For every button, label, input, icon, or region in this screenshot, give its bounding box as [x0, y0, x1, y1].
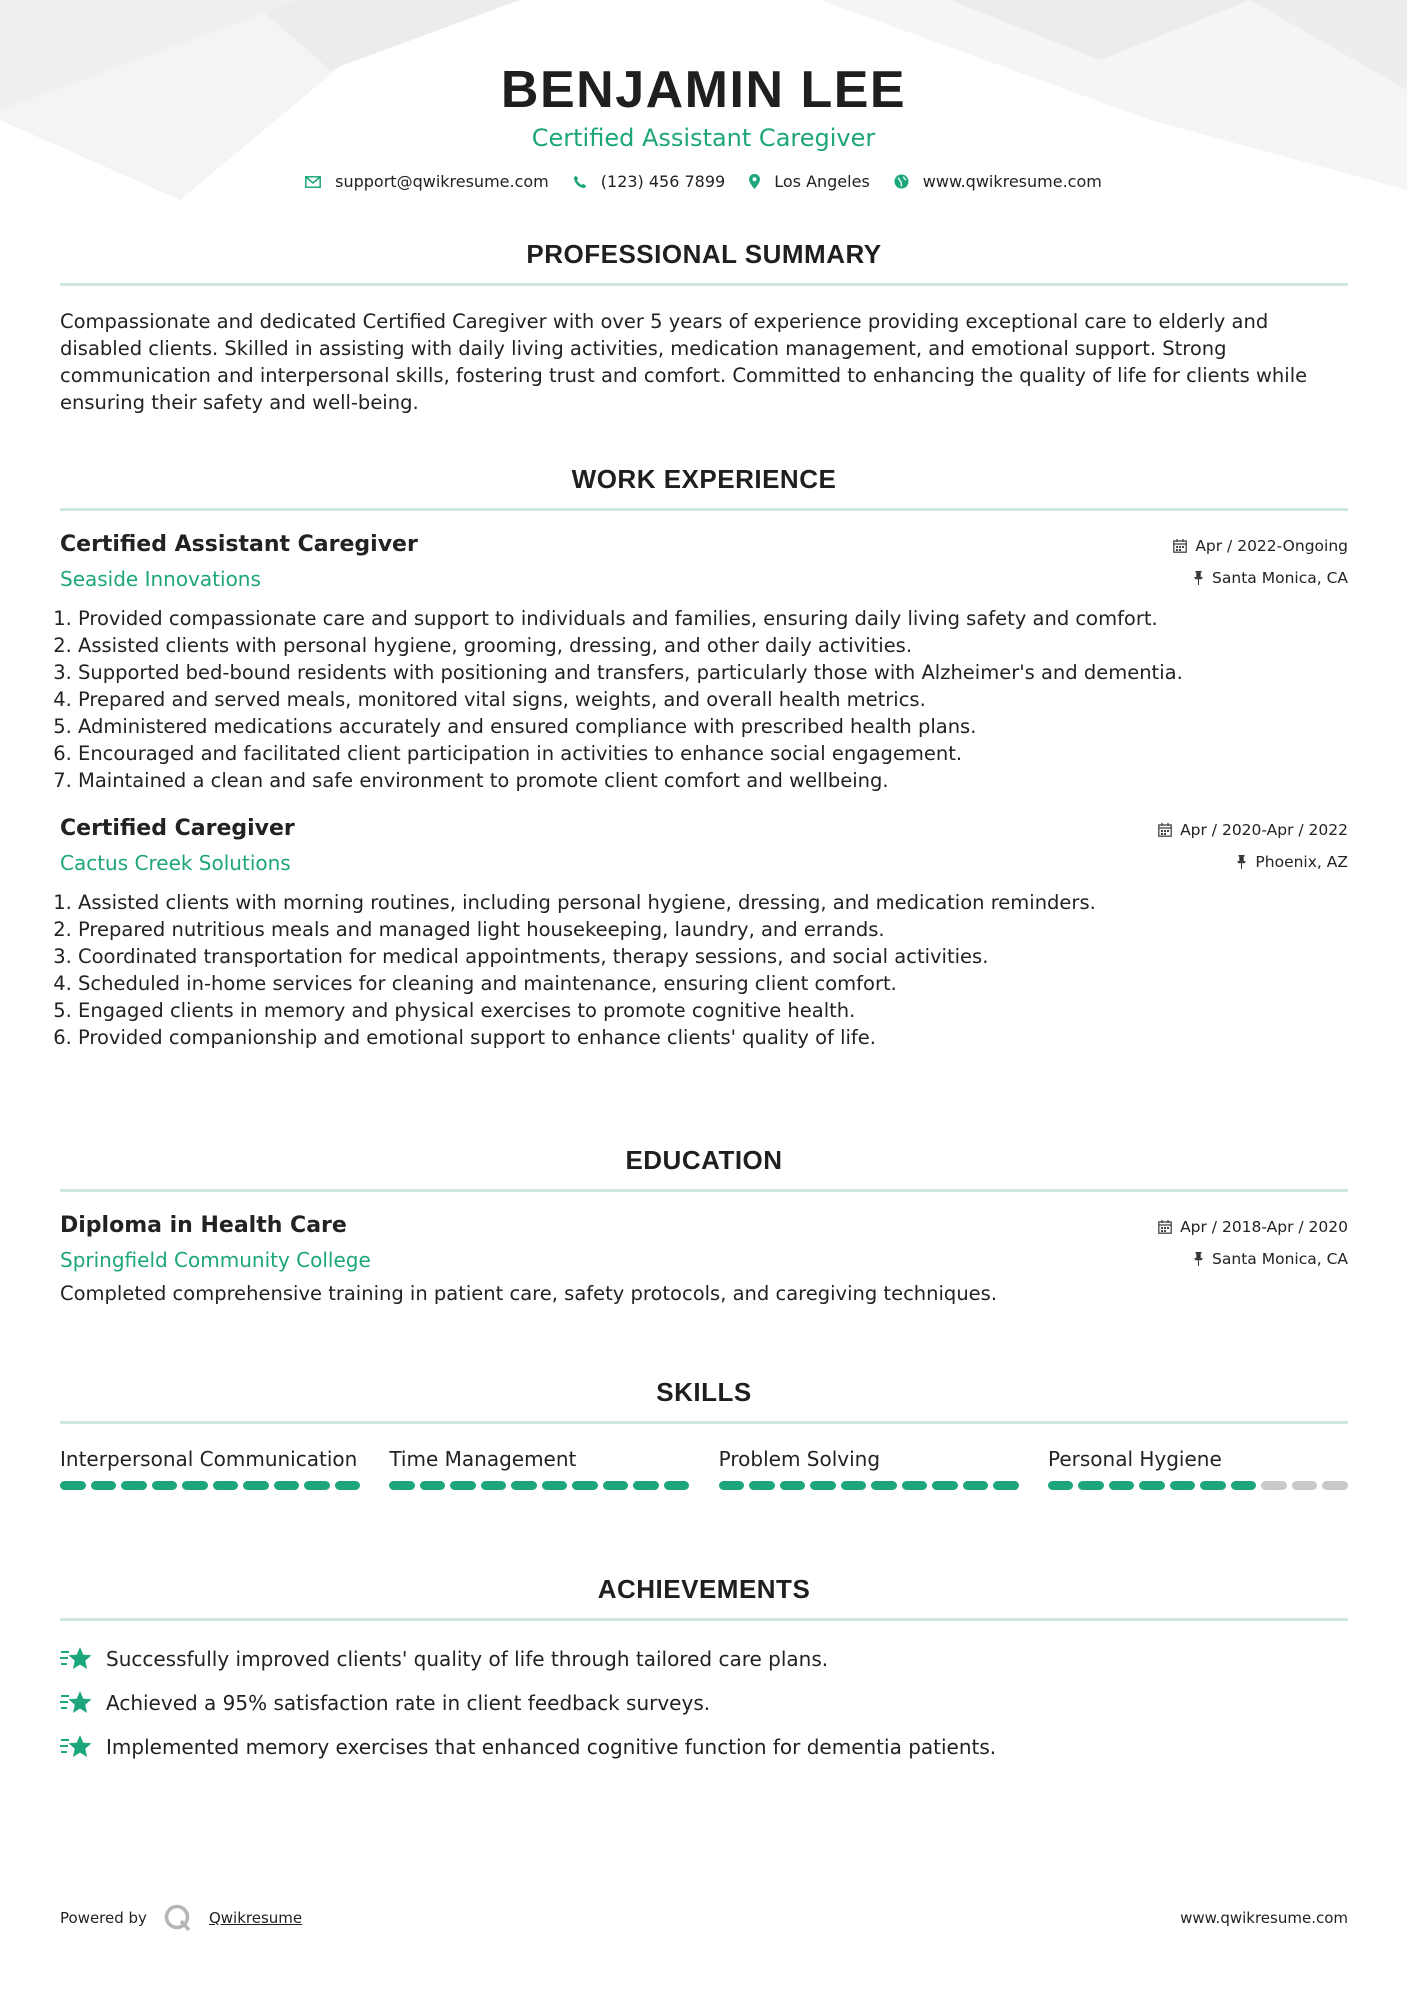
- skill-dot-filled: [152, 1481, 178, 1490]
- section-divider: [60, 1189, 1348, 1192]
- skill-dot-filled: [91, 1481, 117, 1490]
- skill-dot-filled: [420, 1481, 446, 1490]
- list-item: 3. Coordinated transportation for medical appointments, therapy sessions, and social activities.: [78, 943, 1348, 970]
- skill-dot-filled: [871, 1481, 897, 1490]
- qwikresume-link[interactable]: Qwikresume: [208, 1909, 303, 1927]
- skill-dot-filled: [243, 1481, 269, 1490]
- list-item: 6. Provided companionship and emotional support to enhance clients' quality of life.: [78, 1024, 1348, 1051]
- phone-icon: [573, 175, 587, 189]
- skill-dot-filled: [213, 1481, 239, 1490]
- list-item: 6. Encouraged and facilitated client participation in activities to enhance social engagement.: [78, 740, 1348, 767]
- achievement-item: [60, 1725, 1348, 1769]
- skill-dot-filled: [1048, 1481, 1074, 1490]
- calendar-icon: [1158, 1220, 1172, 1234]
- summary-text: Compassionate and dedicated Certified Caregiver with over 5 years of experience providing exceptional care to elderly and disabled clients. Skilled in assisting with daily living activities, medication management, and emotional support. Strong communication and interpersonal skills, fostering trust and comfort. Committed to enhancing the quality of life for clients while ensuring their safety and well-being.: [60, 310, 1308, 414]
- calendar-icon: [1158, 823, 1172, 837]
- skill-dot-filled: [841, 1481, 867, 1490]
- degree-title: Diploma in Health Care: [60, 1213, 347, 1238]
- skill-item: [1048, 1446, 1348, 1490]
- map-pin-icon: [749, 174, 760, 189]
- list-item: 1. Assisted clients with morning routines, including personal hygiene, dressing, and medication reminders.: [78, 889, 1348, 916]
- phone-text: (123) 456 7899: [600, 172, 726, 191]
- education-dates: [1158, 1218, 1348, 1236]
- summary-heading: PROFESSIONAL SUMMARY: [526, 239, 882, 269]
- footer: [60, 1903, 1348, 1933]
- achievements-heading: ACHIEVEMENTS: [597, 1574, 811, 1604]
- list-item: 2. Assisted clients with personal hygiene, grooming, dressing, and other daily activities.: [78, 632, 1348, 659]
- contact-phone[interactable]: [573, 172, 725, 191]
- achievements-list: [60, 1637, 1348, 1769]
- job-entry: [60, 532, 1348, 794]
- skill-dot-empty: [1261, 1481, 1287, 1490]
- skill-dot-filled: [749, 1481, 775, 1490]
- pushpin-icon: [1236, 855, 1247, 869]
- education-entry: [60, 1213, 1348, 1307]
- skill-rating: [1048, 1481, 1348, 1490]
- skill-item: [60, 1446, 360, 1490]
- skill-dot-filled: [572, 1481, 598, 1490]
- list-item: 3. Supported bed-bound residents with positioning and transfers, particularly those with Alzheimer's and dementia.: [78, 659, 1348, 686]
- shooting-star-icon: [60, 1646, 92, 1672]
- achievement-text: Successfully improved clients' quality of life through tailored care plans.: [106, 1647, 829, 1671]
- skill-rating: [60, 1481, 360, 1490]
- powered-by-label: Powered by: [60, 1909, 147, 1927]
- skill-dot-filled: [1078, 1481, 1104, 1490]
- skill-dot-filled: [603, 1481, 629, 1490]
- job-location: [1236, 853, 1348, 871]
- job-location-text: Phoenix, AZ: [1255, 853, 1348, 871]
- list-item: 5. Administered medications accurately and ensured compliance with prescribed health plans.: [78, 713, 1348, 740]
- skill-dot-filled: [274, 1481, 300, 1490]
- skill-dot-empty: [1292, 1481, 1318, 1490]
- list-item: 4. Prepared and served meals, monitored vital signs, weights, and overall health metrics.: [78, 686, 1348, 713]
- section-divider: [60, 1421, 1348, 1424]
- contact-website[interactable]: [894, 172, 1102, 191]
- skill-dot-filled: [993, 1481, 1019, 1490]
- calendar-icon: [1173, 539, 1187, 553]
- pushpin-icon: [1193, 1252, 1204, 1266]
- education-location-text: Santa Monica, CA: [1212, 1250, 1348, 1268]
- shooting-star-icon: [60, 1734, 92, 1760]
- list-item: 2. Prepared nutritious meals and managed light housekeeping, laundry, and errands.: [78, 916, 1348, 943]
- skill-dot-filled: [511, 1481, 537, 1490]
- skill-dot-filled: [932, 1481, 958, 1490]
- skill-dot-filled: [1139, 1481, 1165, 1490]
- skill-dot-filled: [902, 1481, 928, 1490]
- shooting-star-icon: [60, 1690, 92, 1716]
- skill-dot-filled: [182, 1481, 208, 1490]
- job-title: Certified Caregiver: [60, 816, 295, 841]
- skill-item: [719, 1446, 1019, 1490]
- skill-dot-filled: [481, 1481, 507, 1490]
- section-divider: [60, 283, 1348, 286]
- skill-dot-filled: [450, 1481, 476, 1490]
- section-divider: [60, 508, 1348, 511]
- skill-dot-filled: [633, 1481, 659, 1490]
- list-item: 4. Scheduled in-home services for cleaning and maintenance, ensuring client comfort.: [78, 970, 1348, 997]
- skill-dot-filled: [304, 1481, 330, 1490]
- experience-heading: WORK EXPERIENCE: [571, 464, 837, 494]
- contact-location: [749, 172, 870, 191]
- skill-dot-filled: [719, 1481, 745, 1490]
- skill-dot-filled: [335, 1481, 361, 1490]
- list-item: 7. Maintained a clean and safe environment to promote client comfort and wellbeing.: [78, 767, 1348, 794]
- section-divider: [60, 1618, 1348, 1621]
- education-heading: EDUCATION: [625, 1145, 783, 1175]
- skills-heading: SKILLS: [656, 1377, 752, 1407]
- website-text: www.qwikresume.com: [922, 172, 1102, 191]
- footer-website[interactable]: www.qwikresume.com: [1180, 1909, 1348, 1927]
- skill-dot-filled: [1231, 1481, 1257, 1490]
- list-item: 5. Engaged clients in memory and physical exercises to promote cognitive health.: [78, 997, 1348, 1024]
- skills-section: [60, 1376, 1348, 1490]
- skill-dot-filled: [780, 1481, 806, 1490]
- skill-dot-filled: [1170, 1481, 1196, 1490]
- school-name: Springfield Community College: [60, 1248, 371, 1272]
- education-dates-text: Apr / 2018-Apr / 2020: [1180, 1218, 1348, 1236]
- candidate-name: BENJAMIN LEE: [500, 61, 907, 119]
- job-responsibilities: [60, 889, 1348, 1051]
- job-dates-text: Apr / 2020-Apr / 2022: [1180, 821, 1348, 839]
- skill-dot-filled: [542, 1481, 568, 1490]
- list-item: 1. Provided compassionate care and support to individuals and families, ensuring daily living safety and comfort.: [78, 605, 1348, 632]
- job-entry: [60, 816, 1348, 1051]
- job-company: Seaside Innovations: [60, 567, 261, 591]
- summary-section: [60, 238, 1348, 416]
- education-description: Completed comprehensive training in patient care, safety protocols, and caregiving techniques.: [60, 1282, 998, 1305]
- skills-list: [60, 1446, 1348, 1490]
- achievement-item: [60, 1681, 1348, 1725]
- candidate-title: Certified Assistant Caregiver: [531, 124, 876, 152]
- job-dates-text: Apr / 2022-Ongoing: [1195, 537, 1348, 555]
- skill-rating: [719, 1481, 1019, 1490]
- location-text: Los Angeles: [774, 172, 870, 191]
- powered-by: [60, 1903, 302, 1933]
- contact-email[interactable]: [305, 172, 549, 191]
- achievement-item: [60, 1637, 1348, 1681]
- skill-name: Personal Hygiene: [1047, 1447, 1222, 1471]
- globe-icon: [894, 174, 909, 189]
- skill-name: Problem Solving: [718, 1447, 881, 1471]
- job-dates: [1158, 821, 1348, 839]
- skill-dot-filled: [1109, 1481, 1135, 1490]
- education-location: [1193, 1250, 1348, 1268]
- pushpin-icon: [1193, 571, 1204, 585]
- skill-dot-filled: [389, 1481, 415, 1490]
- skill-dot-empty: [1322, 1481, 1348, 1490]
- skill-rating: [389, 1481, 689, 1490]
- job-location-text: Santa Monica, CA: [1212, 569, 1348, 587]
- job-company: Cactus Creek Solutions: [60, 851, 291, 875]
- contact-bar: [0, 172, 1407, 191]
- skill-dot-filled: [810, 1481, 836, 1490]
- skill-dot-filled: [664, 1481, 690, 1490]
- achievement-text: Implemented memory exercises that enhanced cognitive function for dementia patients.: [106, 1735, 997, 1759]
- resume-header: [0, 58, 1407, 191]
- qwikresume-logo-icon: [163, 1903, 193, 1933]
- skill-dot-filled: [60, 1481, 86, 1490]
- skill-name: Time Management: [389, 1447, 577, 1471]
- job-responsibilities: [60, 605, 1348, 794]
- job-title: Certified Assistant Caregiver: [60, 532, 418, 557]
- experience-section: [60, 463, 1348, 1051]
- skill-dot-filled: [1200, 1481, 1226, 1490]
- achievements-section: [60, 1573, 1348, 1769]
- job-dates: [1173, 537, 1348, 555]
- email-text: support@qwikresume.com: [335, 172, 549, 191]
- envelope-icon: [305, 176, 321, 188]
- education-section: [60, 1144, 1348, 1307]
- achievement-text: Achieved a 95% satisfaction rate in client feedback surveys.: [106, 1691, 711, 1715]
- skill-item: [389, 1446, 689, 1490]
- skill-name: Interpersonal Communication: [60, 1447, 358, 1471]
- job-location: [1193, 569, 1348, 587]
- skill-dot-filled: [963, 1481, 989, 1490]
- skill-dot-filled: [121, 1481, 147, 1490]
